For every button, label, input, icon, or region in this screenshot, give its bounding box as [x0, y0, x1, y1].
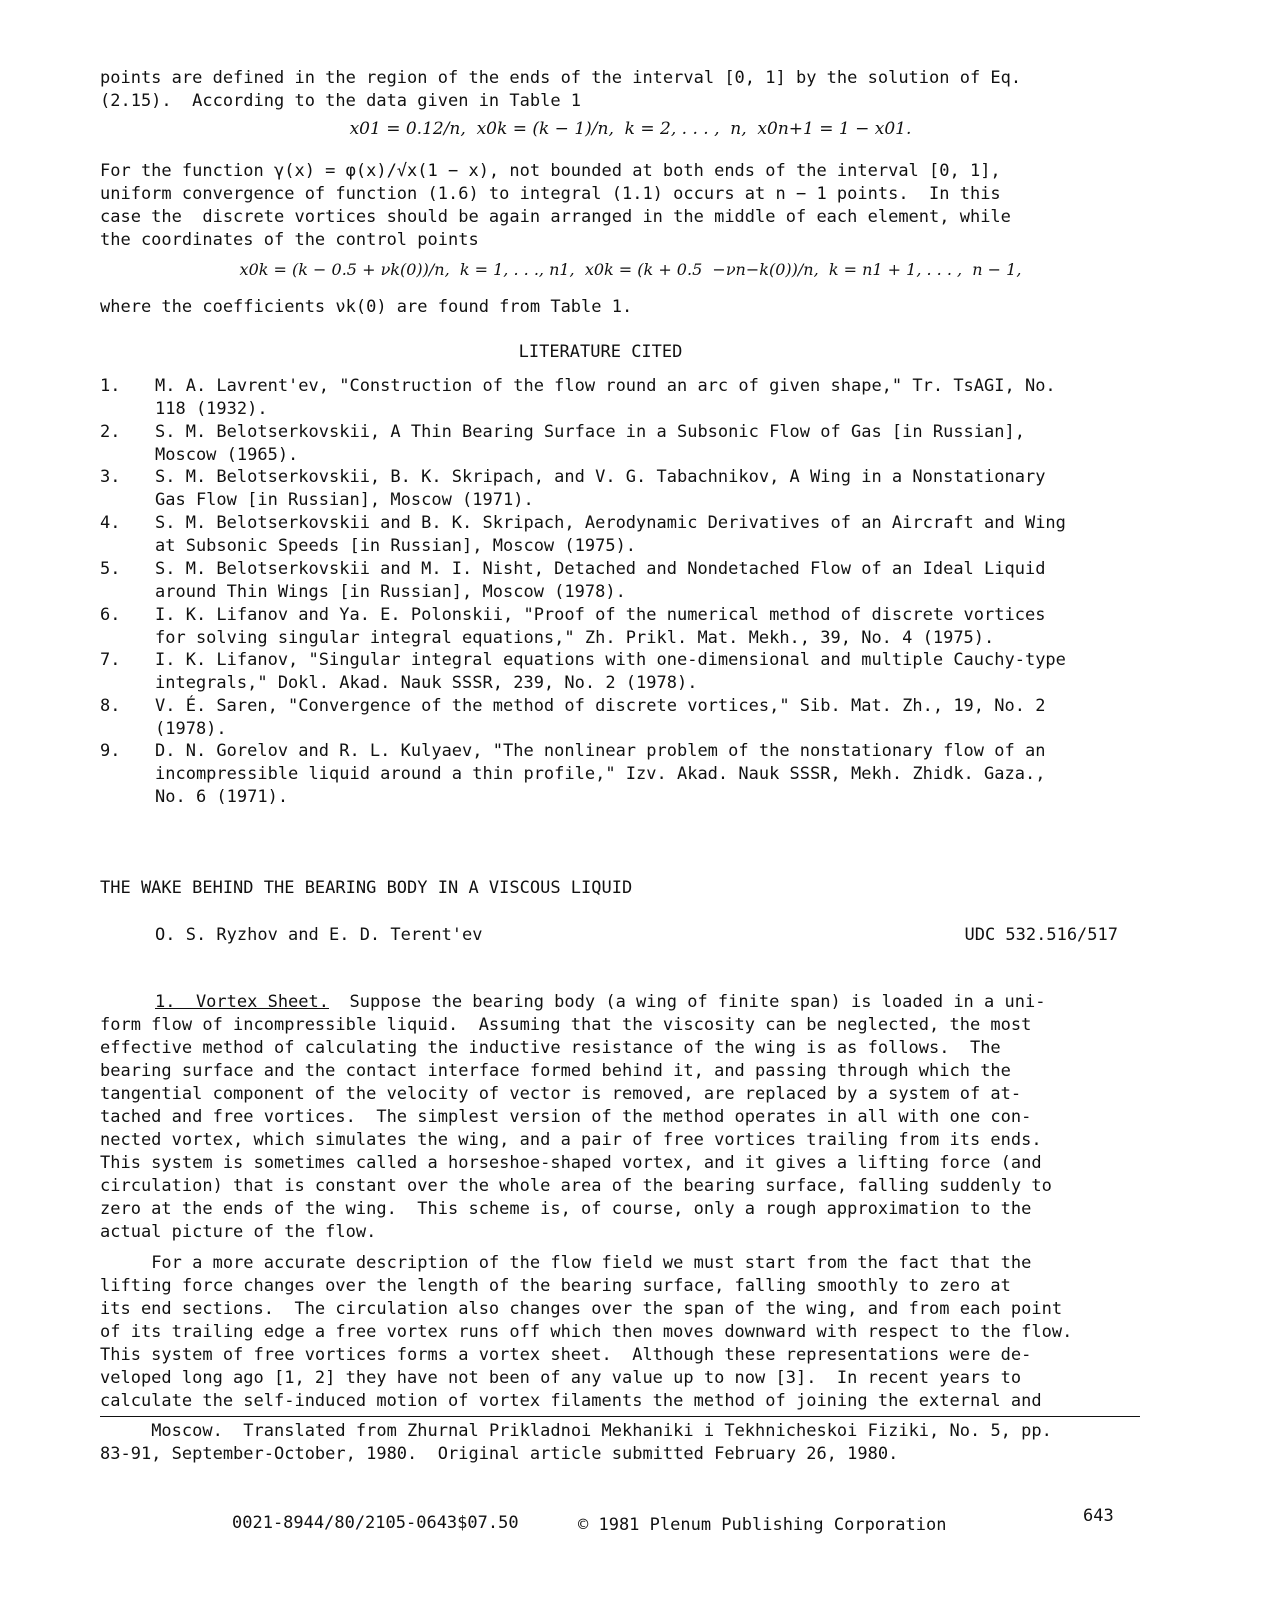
journal-code: 0021-8944/80/2105-0643$07.50 [232, 1513, 519, 1533]
paragraph: form flow of incompressible liquid. Assuming that the viscosity can be neglected, the most effective method of calculating the inductive resistance of the wing is as follows. The bearing surface and the contact interface formed behind it, and passing through which the tangential component of the velocity of vector is removed, are replaced by a system of at- tached and free vortices. The simplest version of the method operates in all with one con- nected vortex, which simulates the wing, and a pair of free vortices trailing from its ends. This system is sometimes called a horseshoe-shaped vortex, and it gives a lifting force (and circulation) that is constant over the whole area of the bearing surface, falling suddenly to zero at the ends of the wing. This scheme is, of course, only a rough approximation to the actual picture of the flow. [100, 1015, 1052, 1242]
reference-item: I. K. Lifanov and Ya. E. Polonskii, "Proof of the numerical method of discrete vortices for solving singular integral equations," Zh. Prikl. Mat. Mekh., 39, No. 4 (1975). [155, 605, 1046, 648]
reference-number: 3. [100, 467, 121, 487]
paragraph: For the function γ(x) = φ(x)/√x(1 − x), not bounded at both ends of the interval [0, 1], uniform convergence of function (1.6) to integral (1.1) occurs at n − 1 points. In this case the discrete vortices should be again arranged in the middle of each element, while the coordinates of the control points [100, 161, 1011, 250]
equation: x0k = (k − 0.5 + νk(0))/n, k = 1, . . ., n1, x0k = (k + 0.5 −νn−k(0))/n, k = n1 + 1, . . . , n − 1, [239, 260, 1022, 279]
reference-item: I. K. Lifanov, "Singular integral equations with one-dimensional and multiple Cauchy-type integrals," Dokl. Akad. Nauk SSSR, 239, No. 2 (1978). [155, 650, 1066, 693]
reference-item: S. M. Belotserkovskii, A Thin Bearing Surface in a Subsonic Flow of Gas [in Russian], Moscow (1965). [155, 422, 1025, 465]
paragraph: For a more accurate description of the flow field we must start from the fact that the lifting force changes over the length of the bearing surface, falling smoothly to zero at its end sections. The circulation also changes over the span of the wing, and from each point of its trailing edge a free vortex runs off which then moves downward with respect to the flow. This system of free vortices forms a vortex sheet. Although these representations were de- veloped long ago [1, 2] they have not been of any value up to now [3]. In recent years to calculate the self-induced motion of vortex filaments the method of joining the external and [100, 1253, 1073, 1411]
section-label: 1. Vortex Sheet. [155, 992, 329, 1012]
udc-code: UDC 532.516/517 [964, 925, 1118, 945]
reference-number: 5. [100, 559, 121, 579]
text-line: points are defined in the region of the ends of the interval [0, 1] by the solution of Eq. [100, 68, 1022, 88]
reference-number: 9. [100, 741, 121, 761]
text-line: (2.15). According to the data given in Table 1 [100, 91, 582, 111]
footnote-rule [100, 1416, 1140, 1417]
reference-number: 7. [100, 650, 121, 670]
reference-number: 2. [100, 422, 121, 442]
reference-item: S. M. Belotserkovskii and B. K. Skripach, Aerodynamic Derivatives of an Aircraft and Wing at Subsonic Speeds [in Russian], Moscow (1975). [155, 513, 1066, 556]
reference-number: 8. [100, 696, 121, 716]
reference-item: V. É. Saren, "Convergence of the method of discrete vortices," Sib. Mat. Zh., 19, No. 2 (1978). [155, 696, 1046, 739]
article-title: THE WAKE BEHIND THE BEARING BODY IN A VISCOUS LIQUID [100, 878, 633, 898]
article-authors: O. S. Ryzhov and E. D. Terent'ev [155, 925, 483, 945]
reference-number: 1. [100, 376, 121, 396]
section-heading: LITERATURE CITED [518, 342, 683, 362]
text-line: where the coefficients νk(0) are found from Table 1. [100, 297, 633, 317]
paragraph-lead-text: Suppose the bearing body (a wing of finite span) is loaded in a uni- [329, 992, 1046, 1012]
reference-item: D. N. Gorelov and R. L. Kulyaev, "The nonlinear problem of the nonstationary flow of an incompressible liquid around a thin profile," Izv. Akad. Nauk SSSR, Mekh. Zhidk. Gaza., No. 6 (1971). [155, 741, 1046, 807]
equation: x01 = 0.12/n, x0k = (k − 1)/n, k = 2, . . . , n, x0n+1 = 1 − x01. [349, 119, 912, 139]
paragraph-first-line [155, 991, 1045, 1014]
reference-item: M. A. Lavrent'ev, "Construction of the flow round an arc of given shape," Tr. TsAGI, No. 118 (1932). [155, 376, 1056, 419]
footnote: Moscow. Translated from Zhurnal Prikladnoi Mekhaniki i Tekhnicheskoi Fiziki, No. 5, pp. 83-91, September-October, 1980. Original article submitted February 26, 1980. [100, 1421, 1052, 1464]
reference-number: 4. [100, 513, 121, 533]
reference-item: S. M. Belotserkovskii and M. I. Nisht, Detached and Nondetached Flow of an Ideal Liquid around Thin Wings [in Russian], Moscow (1978). [155, 559, 1046, 602]
reference-item: S. M. Belotserkovskii, B. K. Skripach, and V. G. Tabachnikov, A Wing in a Nonstationary Gas Flow [in Russian], Moscow (1971). [155, 467, 1046, 510]
copyright: © 1981 Plenum Publishing Corporation [578, 1515, 947, 1535]
reference-number: 6. [100, 605, 121, 625]
page-number: 643 [1083, 1506, 1114, 1526]
